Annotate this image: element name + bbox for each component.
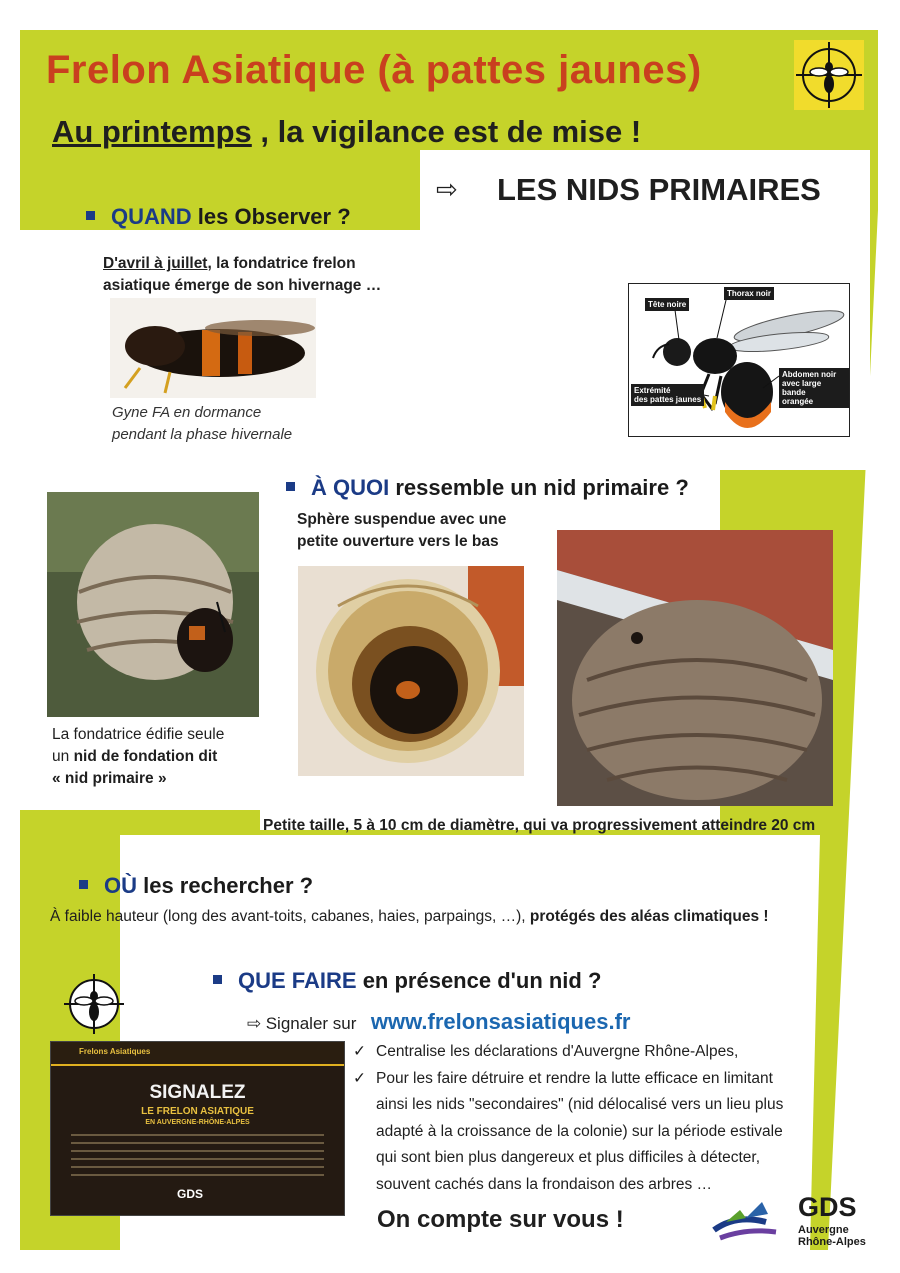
caption-line1: La fondatrice édifie seule [52,726,225,743]
nest-size-text: Petite taille, 5 à 10 cm de diamètre, qui va progressivement atteindre 20 cm [263,817,816,834]
list-item-continuation: qui sont bien plus dangereux et plus difficiles à détecter, [376,1149,761,1166]
label-abdomen-line2: avec large bande [782,379,822,397]
page-title: Frelon Asiatique (à pattes jaunes) [46,48,702,92]
caption-line2-bold: nid de fondation dit [73,748,218,765]
hornet-logo [794,40,864,110]
website-subheadline: LE FRELON ASIATIQUE [141,1106,254,1117]
closing-text: On compte sur vous ! [377,1206,624,1233]
label-legs-line1: Extrémité [634,386,671,395]
ou-text-plain: À faible hauteur (long des avant-toits, cabanes, haies, parpaings, …), [50,908,530,925]
subtitle [52,114,641,150]
heading-aquoi-rest: ressemble un nid primaire ? [389,475,689,500]
list-item-text: Centralise les déclarations d'Auvergne Rhône-Alpes, [376,1043,739,1060]
bullet-icon [86,211,95,220]
quand-text [103,253,423,297]
caption-line3: « nid primaire » [52,770,167,787]
website-headline: SIGNALEZ [149,1082,246,1103]
gds-region-line1: Auvergne [798,1224,849,1236]
heading-quand-highlight: QUAND [111,204,192,229]
signal-line [247,1009,630,1035]
heading-ou [79,873,313,899]
gds-region [798,1224,866,1248]
list-item-continuation: souvent cachés dans la frondaison des arbres … [376,1175,713,1193]
heading-ou-rest: les rechercher ? [137,873,314,898]
nest-foundation-caption [52,724,272,790]
bullet-icon [79,880,88,889]
heading-quefaire [213,968,601,994]
heading-aquoi-highlight: À QUOI [311,475,390,500]
section-title: LES NIDS PRIMAIRES [497,172,821,207]
hornet-target-icon [62,972,126,1036]
quand-period: D'avril à juillet [103,255,208,272]
website-region: EN AUVERGNE-RHÔNE-ALPES [145,1119,250,1126]
queen-caption-line2: pendant la phase hivernale [112,426,293,443]
aquoi-desc-line1: Sphère suspendue avec une [297,511,507,528]
list-item-continuation: ainsi les nids "secondaires" (nid délocalisé vers un lieu plus [376,1096,784,1113]
heading-aquoi [286,475,689,501]
list-item-continuation: adapté à la croissance de la colonie) sur la période estivale [376,1122,783,1140]
website-paragraph [71,1134,324,1136]
heading-quefaire-highlight: QUE FAIRE [238,968,357,993]
website-screenshot [50,1041,345,1216]
ou-text [50,906,769,928]
bullet-icon [213,975,222,984]
label-abdomen-line3: orangée [782,397,814,406]
label-legs-line2: des pattes jaunes [634,395,702,404]
hornet-target-icon [794,40,864,110]
hornet-diagram [628,283,850,437]
label-abdomen [779,368,849,408]
check-icon: ✓ [353,1043,366,1060]
queen-caption [112,402,292,446]
label-legs [631,384,704,406]
list-item-text: Pour les faire détruire et rendre la lutte efficace en limitant [376,1069,773,1087]
arrow-icon: ⇨ [436,174,458,204]
gds-swoosh-icon [706,1194,788,1244]
label-abdomen-line1: Abdomen noir [782,370,837,379]
label-head: Tête noire [645,298,689,311]
subtitle-season: Au printemps [52,114,252,149]
gds-name: GDS [798,1192,857,1222]
website-link[interactable]: www.frelonsasiatiques.fr [370,1009,631,1034]
heading-quand-rest: les Observer ? [191,204,351,229]
primary-nest-photo [47,492,259,717]
queen-caption-line1: Gyne FA en dormance [112,404,262,421]
website-gds-logo: GDS [177,1187,204,1201]
quand-text-line1: , la fondatrice frelon [207,255,356,272]
signal-text: Signaler sur [265,1014,357,1033]
caption-line2-pre: un [52,748,74,765]
check-icon: ✓ [353,1069,366,1087]
bullet-icon [286,482,295,491]
gds-logo [706,1190,872,1250]
gds-region-line2: Rhône-Alpes [798,1236,866,1248]
website-site-name: Frelons Asiatiques [79,1047,151,1056]
aquoi-desc-line2: petite ouverture vers le bas [297,533,499,550]
ou-text-bold: protégés des aléas climatiques ! [529,908,769,925]
nest-opening-photo [298,566,524,776]
heading-quefaire-rest: en présence d'un nid ? [356,968,602,993]
quand-text-line2: asiatique émerge de son hivernage … [103,277,382,294]
arrow-icon: ⇨ [247,1014,262,1033]
list-item [353,1066,823,1093]
hornet-target-logo [62,972,126,1041]
list-item [353,1039,823,1066]
label-thorax: Thorax noir [724,287,774,300]
heading-ou-highlight: OÙ [104,873,137,898]
benefits-list [353,1039,823,1198]
nest-under-roof-photo [557,530,833,806]
heading-quand [86,204,351,230]
aquoi-description [297,509,506,553]
dormant-queen-photo [110,298,316,398]
subtitle-rest: , la vigilance est de mise ! [251,114,642,149]
